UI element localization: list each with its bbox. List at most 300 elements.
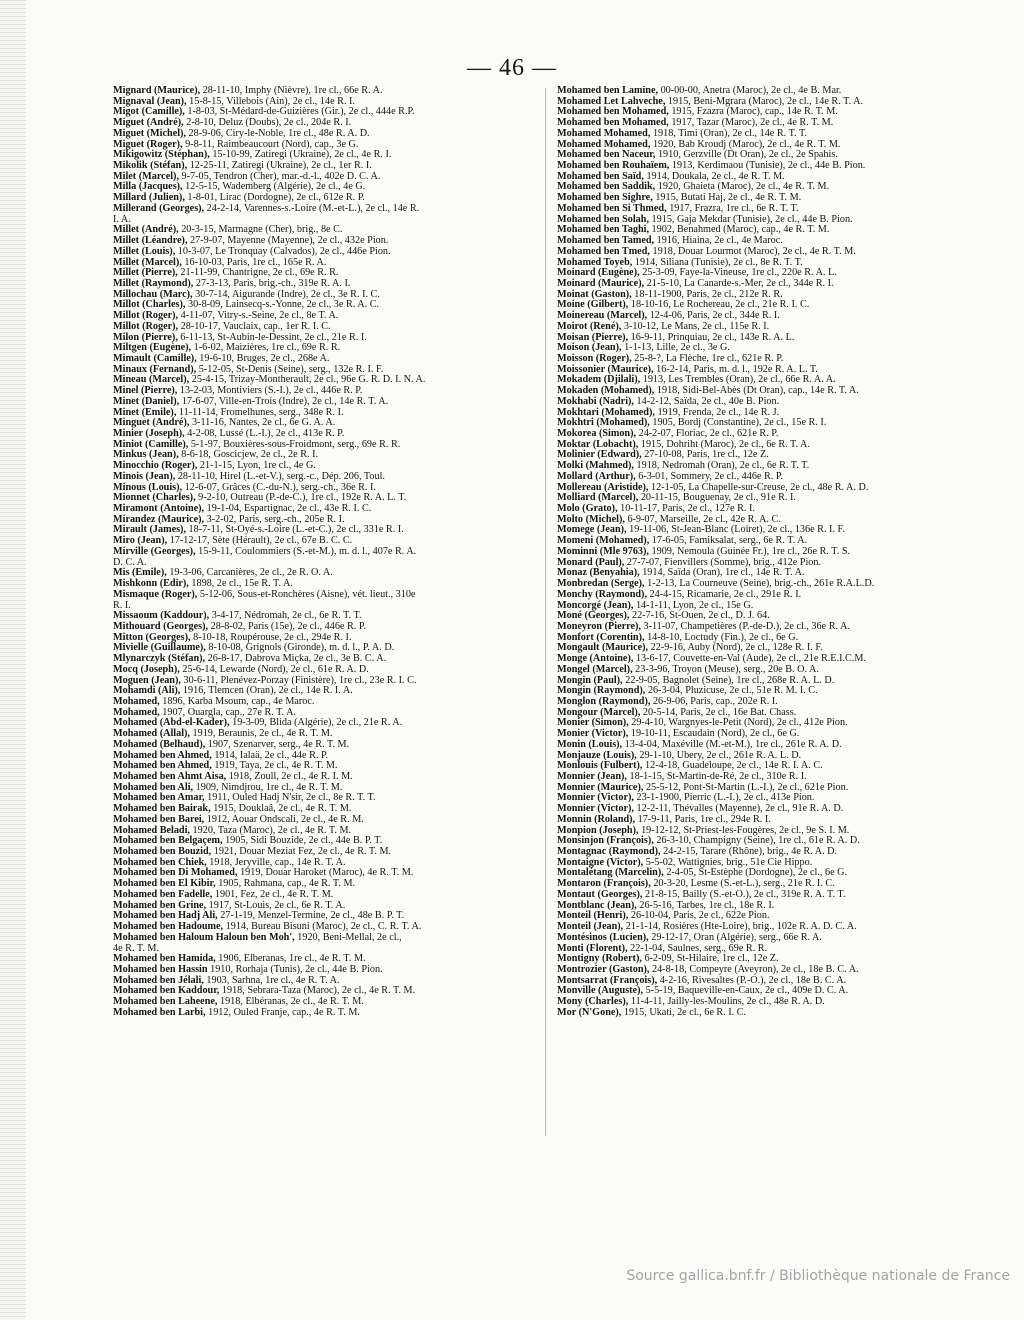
entry-name: Millochau (Marc), <box>113 288 193 300</box>
entry-name: Minous (Louis), <box>113 481 183 493</box>
left-column <box>113 86 537 1019</box>
entry-name: Mohamed (Belhaud), <box>113 738 206 750</box>
entry-detail: 20-5-14, Paris, 2e cl., 16e Bat. Chass. <box>640 706 797 718</box>
entry-name: Mohamed ben Grine, <box>113 899 207 911</box>
entry-name: Mohamed ben Barei, <box>113 813 205 825</box>
entry-name: Missaoum (Kaddour), <box>113 610 210 622</box>
entry-detail: 1912, Ouled Franje, cap., 4e R. T. M. <box>205 1006 360 1018</box>
entry-name: Monglon (Raymond), <box>557 695 651 707</box>
entry-detail: 1917, Tazar (Maroc), 2e cl., 4e R. T. M. <box>668 117 834 129</box>
entry-detail: 22-7-16, St-Ouen, 2e cl., D. J. 64. <box>629 610 770 622</box>
entry-detail: 1915, Douklaâ, 2e cl., 4e R. T. M. <box>210 803 352 815</box>
entry-name: Mohamed (Abd-el-Kader), <box>113 717 230 729</box>
entry-detail: 1-8-03, St-Médard-de-Guizières (Gir.), 2e cl., 444e R.P. <box>184 106 415 118</box>
entry-name: Mohamed ben Saïd, <box>557 170 644 182</box>
entry-name: Mongel (Marcel), <box>557 663 633 675</box>
entry-name: Monier (Victor), <box>557 728 629 740</box>
entry-name: Mohamed ben Ali, <box>113 781 194 793</box>
entry-name: Moncorgé (Jean), <box>557 599 634 611</box>
entry-name: Montrozier (Gaston), <box>557 963 650 975</box>
entry-name: Mohamed ben Tmed, <box>557 245 650 257</box>
entry-name: Montblanc (Jean), <box>557 899 637 911</box>
entry-detail: 8-10-08, Grignols (Gironde), m. d. l., P. A. D. <box>205 642 395 654</box>
entry-name: Mirault (James), <box>113 524 186 536</box>
entry-detail: 1919, Taya, 2e cl., 4e R. T. M. <box>211 760 338 772</box>
entry-detail: 1916, Tlemcen (Oran), 2e cl., 14e R. I. A. <box>180 685 353 697</box>
list-entry <box>557 1008 969 1019</box>
page-number: — 46 — <box>467 55 557 81</box>
entry-name: Millet (Louis), <box>113 245 176 257</box>
entry-detail: 6-11-13, St-Aubin-le-Dessint, 2e cl., 21e R. I. <box>177 331 367 343</box>
entry-name: Mimault (Camille), <box>113 352 197 364</box>
entry-detail: 1915, Fzazra (Maroc), cap., 14e R. T. M. <box>668 106 838 118</box>
entry-name: Mohamed, <box>113 706 160 718</box>
entry-detail: 25-4-15, Trizay-Montherault, 2e cl., 96e G. R. D. I. N. A. <box>189 374 426 386</box>
entry-name: Mohamed ben Bairak, <box>113 803 211 815</box>
entry-detail: 17-12-17, Sète (Hérault), 2e cl., 67e B. C. C. <box>167 535 353 547</box>
entry-detail: 16-2-14, Paris, m. d. l., 192e R. A. L. T. <box>653 363 818 375</box>
entry-name: Monnier (Victor), <box>557 803 634 815</box>
entry-name: Mohamed ben Larbi, <box>113 1006 206 1018</box>
entry-detail: 1918, Douar Lourmot (Maroc), 2e cl., 4e R. T. M. <box>649 245 856 257</box>
right-column <box>557 86 969 1019</box>
entry-name: Montalétang (Marcelin), <box>557 867 664 879</box>
entry-detail: 21-5-10, La Canarde-s.-Mer, 2e cl., 344e R. I. <box>644 277 834 289</box>
entry-name: Monti (Florent), <box>557 942 628 954</box>
entry-name: Monsinjon (François), <box>557 835 654 847</box>
entry-name: Mohamed ben Mohamed, <box>557 117 669 129</box>
entry-name: Mohamed ben Kaddour, <box>113 985 220 997</box>
entry-detail: 1901, Fez, 2e cl., 4e R. T. M. <box>212 888 334 900</box>
entry-name: Mismaque (Roger), <box>113 588 198 600</box>
entry-name: Minkus (Jean), <box>113 449 179 461</box>
entry-detail: 18-11-1900, Paris, 2e cl., 212e R. R. <box>631 288 783 300</box>
entry-name: Minel (Pierre), <box>113 385 178 397</box>
entry-name: Mikigowitz (Stéphan), <box>113 149 210 161</box>
entry-detail: 26-3-04, Pluzicuse, 2e cl., 51e R. M. I. C. <box>645 685 818 697</box>
entry-detail: 1918, Elbéranas, 2e cl., 4e R. T. M. <box>217 996 364 1008</box>
entry-detail: 26-5-16, Tarbes, 1re cl., 18e R. I. <box>636 899 775 911</box>
entry-detail: 5-5-19, Baqueville-en-Caux, 2e cl., 409e D. C. A. <box>643 985 849 997</box>
entry-name: Milon (Pierre), <box>113 331 178 343</box>
entry-name: Millet (Léandre), <box>113 235 188 247</box>
entry-name: Mineau (Marcel), <box>113 374 190 386</box>
entry-name: Monnier (Jean), <box>557 771 627 782</box>
entry-detail: 18-10-16, Le Rochereau, 2e cl., 21e R. I. C. <box>628 299 810 311</box>
entry-name: Mohamed Mohamed, <box>557 138 651 150</box>
list-entry <box>113 204 537 215</box>
entry-detail: 9-8-11, Raimbeaucourt (Nord), cap., 3e G. <box>182 138 359 150</box>
entry-name: Monbredan (Serge), <box>557 578 645 590</box>
entry-detail: 1915, Ukati, 2e cl., 6e R. I. C. <box>621 1006 747 1018</box>
entry-name: Milet (Marcel), <box>113 170 179 182</box>
entry-name: Moinard (Maurice), <box>557 277 645 289</box>
source-footer: Source gallica.bnf.fr / Bibliothèque nationale de France <box>626 1268 1010 1284</box>
entry-name: Millot (Roger), <box>113 320 179 332</box>
entry-detail: 19-10-11, Escaudain (Nord), 2e cl., 6e G. <box>628 728 800 740</box>
entry-detail: 30-7-14, Aigurande (Indre), 2e cl., 3e R. I. C. <box>192 288 380 300</box>
entry-detail: 1910, Rorhaja (Tunis), 2e cl., 44e B. Pion. <box>207 963 383 975</box>
entry-detail: 12-25-11, Zatiregi (Ukraine), 2e cl., 1er R. I. <box>187 160 372 172</box>
list-entry <box>113 933 537 944</box>
entry-name: Minaux (Fernand), <box>113 363 197 375</box>
entry-detail: 1914, Doukala, 2e cl., 4e R. T. M. <box>643 170 785 182</box>
entry-detail: 1918, Zoull, 2e cl., 4e R. I. M. <box>226 771 353 782</box>
entry-detail: 22-9-16, Auby (Nord), 2e cl., 128e R. I. F. <box>648 642 823 654</box>
entry-name: Mohamed ben Amar, <box>113 792 205 804</box>
entry-detail: 1-8-01, Lirac (Dordogne), 2e cl., 612e R. P. <box>184 192 365 204</box>
entry-detail: 19-11-06, St-Jean-Blanc (Loiret), 2e cl., 136e R. I. F. <box>626 524 845 536</box>
entry-name: Millard (Julien), <box>113 192 185 204</box>
entry-detail: 1915, Butati Haj, 2e cl., 4e R. T. M. <box>652 192 802 204</box>
entry-detail: 28-8-02, Paris (15e), 2e cl., 446e R. P. <box>208 620 366 632</box>
entry-detail: 1920, Bab Kroudj (Maroc), 2e cl., 4e R. T. M. <box>650 138 841 150</box>
entry-detail: 1918, Sebrara-Taza (Maroc), 2e cl., 4e R. T. M. <box>219 985 416 997</box>
entry-detail: 1902, Benahmed (Maroc), cap., 4e R. T. M. <box>649 224 830 236</box>
entry-detail: I. A. <box>113 213 131 225</box>
entry-detail: 26-3-10, Champigny (Seine), 1re cl., 61e R. A. D. <box>653 835 860 847</box>
entry-detail: 1920, Taza (Maroc), 2e cl., 4e R. T. M. <box>189 824 352 836</box>
entry-detail: 28-11-10, Imphy (Nièvre), 1re cl., 66e R. A. <box>200 86 383 96</box>
entry-name: Mohamed ben Ahmt Aisa, <box>113 771 227 782</box>
entry-detail: 24-4-15, Ricamarie, 2e cl., 291e R. I. <box>647 588 802 600</box>
entry-detail: 16-10-03, Paris, 1re cl., 165e R. A. <box>181 256 327 268</box>
entry-detail: 19-12-12, St-Priest-les-Fougères, 2e cl., 9e S. I. M. <box>638 824 850 836</box>
entry-name: Mokhtri (Mohamed), <box>557 417 650 429</box>
entry-name: Miltgen (Eugène), <box>113 342 192 354</box>
entry-name: Mohamdi (Ali), <box>113 685 181 697</box>
entry-detail: 24-2-07, Floriac, 2e cl., 621e R. P. <box>636 428 779 439</box>
entry-name: Millerand (Georges), <box>113 202 205 214</box>
entry-detail: 25-8-?, La Flèche, 1re cl., 621e R. P. <box>631 352 784 364</box>
entry-name: Monier (Simon), <box>557 717 629 729</box>
entry-name: Monfort (Corentin), <box>557 631 645 643</box>
entry-name: Mongin (Paul), <box>557 674 623 686</box>
entry-detail: 20-3-20, Lesme (S.-et-L.), serg., 21e R. I. C. <box>650 878 835 890</box>
entry-detail: 3-11-07, Champetières (P.-de-D.), 2e cl., 36e R. A. <box>640 620 850 632</box>
entry-name: Millet (Pierre), <box>113 267 178 279</box>
entry-detail: 18-1-15, St-Martin-de-Ré, 2e cl., 310e R. I. <box>626 771 807 782</box>
entry-detail: 23-3-96, Troyon (Meuse), serg., 20e B. O. A. <box>632 663 819 675</box>
entry-name: Mokadem (Djilali), <box>557 374 641 386</box>
entry-detail: 11-4-11, Jailly-les-Moulins, 2e cl., 48e R. A. D. <box>628 996 825 1008</box>
entry-detail: 20-3-15, Marmagne (Cher), brig., 8e C. <box>178 224 343 236</box>
entry-name: Moissonier (Maurice), <box>557 363 654 375</box>
entry-name: Mohamed ben Jélali, <box>113 974 204 986</box>
entry-name: Miniot (Camille), <box>113 438 189 450</box>
entry-name: Mignaval (Jean), <box>113 95 187 107</box>
entry-name: Momege (Jean), <box>557 524 627 536</box>
entry-detail: 4-11-07, Vitry-s.-Seine, 2e cl., 8e T. A. <box>178 310 339 322</box>
entry-detail: 8-6-18, Goscicjew, 2e cl., 2e R. I. <box>178 449 319 461</box>
entry-detail: 4-2-16, Rivesaltes (P.-O.), 2e cl., 18e B. C. A. <box>657 974 847 986</box>
entry-detail: 1898, 2e cl., 15e R. T. A. <box>188 578 293 590</box>
entry-name: Mohamed ben Laheene, <box>113 996 218 1008</box>
entry-detail: 27-9-07, Mayenne (Mayenne), 2e cl., 432e Pion. <box>187 235 389 247</box>
entry-detail: 26-9-06, Paris, cap., 202e R. I. <box>650 695 778 707</box>
entry-name: Mohamed ben Fadelle, <box>113 888 213 900</box>
entry-name: Mollard (Arthur), <box>557 470 636 482</box>
entry-name: Monin (Louis), <box>557 738 623 750</box>
entry-detail: 5-5-02, Wattignies, brig., 51e Cie Hippo. <box>643 856 813 868</box>
entry-detail: 28-10-17, Vauclaix, cap., 1er R. I. C. <box>178 320 331 332</box>
entry-name: Mionnet (Charles), <box>113 492 196 504</box>
entry-detail: 20-11-15, Bouguenay, 2e cl., 91e R. I. <box>638 492 796 504</box>
entry-name: Minet (Emile), <box>113 406 177 418</box>
entry-detail: 29-1-10, Ubery, 2e cl., 261e R. A. L. D. <box>636 749 802 761</box>
entry-detail: 11-11-14, Fromelhunes, serg., 348e R. I. <box>176 406 344 418</box>
entry-name: Mohamed ben Si Thmed, <box>557 202 667 214</box>
entry-detail: 1918, Sidi-Bel-Abès (Dt Oran), cap., 14e R. T. A. <box>654 385 859 397</box>
entry-detail: 1919, Beraunis, 2e cl., 4e R. T. M. <box>189 728 333 740</box>
entry-name: Mongin (Raymond), <box>557 685 646 697</box>
entry-name: Mivielle (Guillaume), <box>113 642 206 654</box>
entry-name: Mohamed ben Tamed, <box>557 235 655 247</box>
entry-name: Mirville (Georges), <box>113 545 196 557</box>
entry-name: Mor (N'Gone), <box>557 1006 622 1018</box>
entry-name: Mokhabi (Nadri), <box>557 395 634 407</box>
list-entry <box>113 1008 537 1019</box>
entry-name: Minier (Joseph), <box>113 428 185 439</box>
entry-detail: 1896, Karba Msoum, cap., 4e Maroc. <box>159 695 315 707</box>
entry-detail: 14-8-10, Loctudy (Fin.), 2e cl., 6e G. <box>644 631 799 643</box>
entry-detail: 12-4-18, Guadeloupe, 2e cl., 14e R. I. A. C. <box>642 760 823 772</box>
entry-name: Montaron (François), <box>557 878 651 890</box>
entry-detail: 30-6-11, Plenévez-Porzay (Finistère), 1re cl., 23e R. I. C. <box>180 674 417 686</box>
entry-name: Mitton (Georges), <box>113 631 191 643</box>
entry-name: Mohamed ben Rouhaïem, <box>557 160 670 172</box>
entry-name: Mony (Charles), <box>557 996 629 1008</box>
entry-detail: 1907, Szenarver, serg., 4e R. T. M. <box>205 738 350 750</box>
entry-name: Minocchio (Roger), <box>113 460 198 472</box>
entry-detail: 19-1-04, Espartignac, 2e cl., 43e R. I. C. <box>204 503 372 515</box>
entry-detail: 1909, Nemoula (Guinée Fr.), 1re cl., 26e R. T. S. <box>648 545 851 557</box>
entry-name: Monnier (Victor), <box>557 792 634 804</box>
entry-detail: 8-10-18, Roupérouse, 2e cl., 294e R. I. <box>190 631 352 643</box>
entry-detail: R. I. <box>113 599 131 611</box>
entry-detail: 24-2-14, Varennes-s.-Loire (M.-et-L.), 2e cl., 14e R. <box>204 202 420 214</box>
entry-name: Moisson (Roger), <box>557 352 632 364</box>
entry-detail: 21-11-99, Chantrigne, 2e cl., 69e R. R. <box>177 267 339 279</box>
entry-detail: 1903, Sarhna, 1re cl., 4e R. T. A. <box>203 974 340 986</box>
entry-detail: 26-10-04, Paris, 2e cl., 622e Pion. <box>628 910 770 922</box>
entry-name: Montaigne (Victor), <box>557 856 644 868</box>
entry-name: Mirandez (Maurice), <box>113 513 205 525</box>
entry-name: Mohamed ben Naceur, <box>557 149 656 161</box>
entry-name: Mohamed ben El Kibir, <box>113 878 216 890</box>
entry-name: Mohamed ben Chiek, <box>113 856 207 868</box>
column-divider <box>545 88 546 1136</box>
entry-detail: 19-6-10, Bruges, 2e cl., 268e A. <box>196 352 330 364</box>
entry-detail: 15-8-15, Villebois (Ain), 2e cl., 14e R. I. <box>186 95 355 107</box>
entry-detail: 1920, Ghaieta (Maroc), 2e cl., 4e R. T. M. <box>655 181 830 193</box>
entry-name: Millot (Charles), <box>113 299 186 311</box>
entry-name: Moneyron (Pierre), <box>557 620 641 632</box>
entry-detail: 1920, Beni-Mellal, 2e cl., <box>294 931 402 943</box>
entry-detail: 1915, Gaja Mekdar (Tunisie), 2e cl., 44e B. Pion. <box>649 213 853 225</box>
entry-detail: 1914, Bureau Bisuni (Maroc), 2e cl., C. R. T. A. <box>223 921 422 933</box>
entry-name: Moison (Jean), <box>557 342 622 354</box>
entry-name: Mohamed ben Hamida, <box>113 953 216 965</box>
entry-detail: 9-7-05, Tendron (Cher), mar.-d.-l., 402e D. C. A. <box>179 170 381 182</box>
entry-detail: 1911, Ouled Hadj N'sir, 2e cl., 8e R. T. T. <box>204 792 376 804</box>
entry-name: Minguet (André), <box>113 417 190 429</box>
entry-name: Montésinos (Lucien), <box>557 931 649 943</box>
entry-name: Mollereau (Aristide), <box>557 481 649 493</box>
entry-detail: 5-12-05, St-Denis (Seine), serg., 132e R. I. F. <box>196 363 384 375</box>
entry-name: Millet (André), <box>113 224 179 236</box>
entry-name: Mohamed ben Bouzid, <box>113 846 212 858</box>
entry-detail: 1918, Jeryville, cap., 14e R. T. A. <box>206 856 346 868</box>
entry-detail: 1910, Gerzville (Dt Oran), 2e cl., 2e Spahis. <box>655 149 838 161</box>
entry-name: Mithouard (Georges), <box>113 620 209 632</box>
entry-detail: 25-3-09, Faye-la-Vineuse, 1re cl., 220e R. A. L. <box>639 267 837 279</box>
entry-name: Monnin (Roland), <box>557 813 636 825</box>
entry-detail: 19-3-09, Blida (Algérie), 2e cl., 21e R. A. <box>229 717 403 729</box>
entry-name: Moinard (Eugène), <box>557 267 640 279</box>
entry-name: Monchy (Raymond), <box>557 588 647 600</box>
entry-name: Mikolik (Stéfan), <box>113 160 188 172</box>
entry-name: Mohamed ben Ahmed, <box>113 749 212 761</box>
entry-detail: 1918, Timi (Oran), 2e cl., 14e R. T. T. <box>650 127 807 139</box>
entry-detail: 14-1-11, Lyon, 2e cl., 15e G. <box>633 599 754 611</box>
entry-name: Mohamed ben Mohamed, <box>557 106 669 118</box>
entry-detail: 13-2-03, Montiviers (S.-I.), 2e cl., 446e R. P. <box>177 385 363 397</box>
entry-name: Milla (Jacques), <box>113 181 183 193</box>
entry-detail: 1919, Frenda, 2e cl., 14e R. J. <box>654 406 780 418</box>
entry-name: Millet (Raymond), <box>113 277 194 289</box>
entry-detail: 1917, St-Louis, 2e cl., 6e R. T. A. <box>206 899 346 911</box>
entry-detail: 1-2-13, La Courneuve (Seine), brig.-ch., 261e R.A.L.D. <box>644 578 875 590</box>
entry-name: Molki (Mahmed), <box>557 460 634 472</box>
entry-name: Moguen (Jean), <box>113 674 181 686</box>
entry-name: Mohamed ben Lamine, <box>557 86 659 96</box>
entry-detail: 2-8-10, Deluz (Doubs), 2e cl., 204e R. I. <box>183 117 352 129</box>
entry-name: Millet (Marcel), <box>113 256 182 268</box>
entry-name: Mohamed ben Taghi, <box>557 224 649 236</box>
entry-name: Mohamed ben Solah, <box>557 213 649 225</box>
entry-detail: 25-6-14, Lewarde (Nord), 2e cl., 61e R. A. D. <box>179 663 369 675</box>
entry-name: Mignard (Maurice), <box>113 86 201 96</box>
entry-name: Minois (Jean), <box>113 470 176 482</box>
entry-detail: 12-2-11, Thévalles (Mayenne), 2e cl., 91e R. A. D. <box>633 803 844 815</box>
entry-detail: 28-9-06, Ciry-le-Noble, 1re cl., 48e R. A. D. <box>185 127 370 139</box>
entry-detail: 17-6-05, Famiksalat, serg., 6e R. T. A. <box>649 535 808 547</box>
entry-detail: 1915, Dohriht (Maroc), 2e cl., 6e R. T. A. <box>638 438 810 450</box>
entry-name: Mohamed ben Hadoume, <box>113 921 224 933</box>
entry-name: Miramont (Antoine), <box>113 503 205 515</box>
entry-name: Molliard (Marcel), <box>557 492 639 504</box>
entry-name: Mlynarczyk (Stéfan), <box>113 653 206 665</box>
entry-detail: 10-11-17, Paris, 2e cl., 127e R. I. <box>617 503 755 515</box>
entry-detail: 19-3-06, Carcanières, 2e cl., 2e R. O. A. <box>166 567 333 579</box>
entry-detail: 4e R. T. M. <box>113 942 160 954</box>
entry-name: Montagnac (Raymond), <box>557 846 661 858</box>
entry-detail: 25-5-12, Pont-St-Martin (L.-I.), 2e cl., 621e Pion. <box>643 781 849 793</box>
entry-name: Mohamed, <box>113 695 160 707</box>
entry-detail: 12-6-07, Grâces (C.-du-N.), serg.-ch., 36e R. I. <box>182 481 376 493</box>
entry-detail: 3-10-12, Le Mans, 2e cl., 115e R. I. <box>621 320 770 332</box>
entry-detail: 21-8-15, Bailly (S.-et-O.), 2e cl., 319e R. A. T. T. <box>642 888 846 900</box>
entry-detail: 6-3-01, Sommery, 2e cl., 446e R. P. <box>635 470 783 482</box>
entry-detail: 2-4-05, St-Estèphe (Dordogne), 2e cl., 6e G. <box>663 867 848 879</box>
entry-name: Mohamed ben Ahmed, <box>113 760 212 772</box>
entry-name: Monnier (Maurice), <box>557 781 644 793</box>
entry-detail: 1907, Ouargla, cap., 27e R. T. A. <box>159 706 297 718</box>
entry-detail: 30-8-09, Lainsecq-s.-Yonne, 2e cl., 3e R. A. C. <box>185 299 380 311</box>
entry-name: Mocq (Joseph), <box>113 663 180 675</box>
scan-edge <box>0 0 26 1320</box>
entry-detail: 1905, Sidi Bouzide, 2e cl., 44e B. P. T. <box>222 835 383 847</box>
entry-detail: 21-1-14, Rosières (Hte-Loire), brig., 102e R. A. D. C. A. <box>623 921 857 933</box>
entry-detail: 26-8-17, Dabrova Miçka, 2e cl., 3e B. C. A. <box>205 653 387 665</box>
entry-name: Moirot (René), <box>557 320 622 332</box>
entry-name: Miguet (André), <box>113 117 184 129</box>
entry-detail: 6-2-09, St-Hilaire, 1re cl., 12e Z. <box>641 953 779 965</box>
entry-name: Mishkonn (Edir), <box>113 578 189 590</box>
entry-name: Moné (Georges), <box>557 610 630 622</box>
entry-detail: 1909, Nimdjrou, 1re cl., 4e R. T. M. <box>193 781 343 793</box>
entry-name: Mokorea (Simon), <box>557 428 637 439</box>
entry-detail: 1916, Hiaina, 2e cl., 4e Maroc. <box>654 235 783 247</box>
entry-name: Monge (Antoine), <box>557 653 634 665</box>
entry-detail: 22-9-05, Bagnolet (Seine), 1re cl., 268e R. A. L. D. <box>622 674 835 686</box>
entry-name: Mohamed ben Belgaçem, <box>113 835 223 847</box>
entry-detail: 1917, Frazra, 1re cl., 6e R. T. T. <box>666 202 799 214</box>
list-entry <box>113 590 537 601</box>
entry-detail: 1918, Nedromah (Oran), 2e cl., 6e R. T. T. <box>633 460 810 472</box>
entry-detail: 17-6-07, Ville-en-Trois (Indre), 2e cl., 14e R. T. A. <box>179 395 389 407</box>
entry-name: Monjauze (Louis), <box>557 749 637 761</box>
entry-detail: 9-2-10, Outreau (P.-de-C.), 1re cl., 192e R. A. L. T. <box>195 492 407 504</box>
entry-detail: 1905, Bordj (Constantine), 2e cl., 15e R. I. <box>649 417 827 429</box>
entry-name: Mohamed ben Hadj Ali, <box>113 910 218 922</box>
entry-detail: 4-2-08, Lussé (L.-I.), 2e cl., 413e R. P. <box>184 428 345 439</box>
entry-name: Mohamed Let Lahveche, <box>557 95 666 107</box>
entry-detail: 3-4-17, Nédromah, 2e cl., 6e R. T. T. <box>209 610 362 622</box>
entry-name: Molinier (Edward), <box>557 449 642 461</box>
entry-name: Mohamed Toyeb, <box>557 256 633 268</box>
entry-name: Mongault (Maurice), <box>557 642 649 654</box>
entry-detail: 21-1-15, Lyon, 1re cl., 4e G. <box>197 460 316 472</box>
entry-name: Migot (Camille), <box>113 106 185 118</box>
entry-detail: 29-4-10, Wargnyes-le-Petit (Nord), 2e cl., 412e Pion. <box>628 717 848 729</box>
entry-detail: 5-12-06, Sous-et-Ronchères (Aisne), vét. lieut., 310e <box>197 588 416 600</box>
entry-detail: 1914, Siliana (Tunisie), 2e cl., 8e R. T. T. <box>632 256 803 268</box>
entry-detail: 27-10-08, Paris, 1re cl., 12e Z. <box>641 449 769 461</box>
entry-detail: 22-1-04, Saulnes, serg., 69e R. R. <box>627 942 768 954</box>
entry-detail: 1905, Rahmana, cap., 4e R. T. M. <box>215 878 356 890</box>
entry-name: Monlouis (Fulbert), <box>557 760 643 772</box>
entry-name: Monaz (Benyahia), <box>557 567 640 579</box>
entry-detail: 6-9-07, Marseille, 2e cl., 42e R. A. C. <box>624 513 781 525</box>
entry-detail: 1-6-02, Maizières, 1re cl., 69e R. R. <box>191 342 341 354</box>
entry-detail: 1914, Ialaä, 2e cl., 44e R. P. <box>211 749 329 761</box>
entry-name: Molto (Michel), <box>557 513 625 525</box>
entry-name: Millot (Roger), <box>113 310 179 322</box>
entry-name: Mohamed ben Saddik, <box>557 181 656 193</box>
entry-name: Mokhtari (Mohamed), <box>557 406 655 418</box>
entry-name: Mohamed (Allal), <box>113 728 190 740</box>
entry-name: Monteil (Henri), <box>557 910 629 922</box>
entry-detail: 1913, Les Trembles (Oran), 2e cl., 66e R. A. A. <box>640 374 836 386</box>
entry-name: Monville (Auguste), <box>557 985 644 997</box>
entry-detail: 10-3-07, Le Tronquay (Calvados), 2e cl., 446e Pion. <box>175 245 391 257</box>
entry-name: Mokaden (Mohamed), <box>557 385 655 397</box>
entry-detail: 17-9-11, Paris, 1re cl., 294e R. I. <box>635 813 771 825</box>
entry-name: Moine (Gilbert), <box>557 299 629 311</box>
entry-detail: 16-9-11, Prinquiau, 2e cl., 143e R. A. L. <box>628 331 795 343</box>
